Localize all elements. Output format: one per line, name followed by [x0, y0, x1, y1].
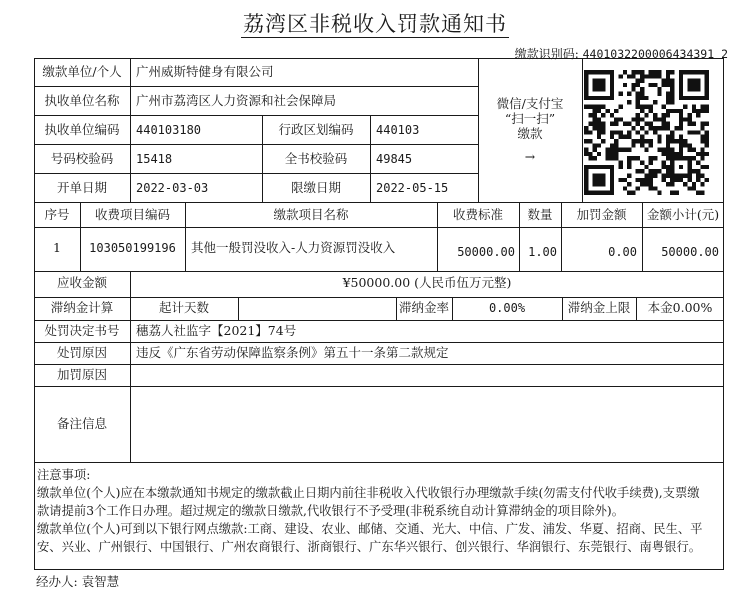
row-index: 1	[53, 240, 61, 255]
notes-section	[35, 466, 721, 556]
open-date-value: 2022-03-03	[136, 181, 209, 195]
payment-code: 4401032200006434391 2	[582, 47, 728, 61]
row-fee-standard: 50000.00	[457, 245, 515, 259]
extra-reason-label: 加罚原因	[56, 367, 107, 382]
payer-label: 缴款单位/个人	[42, 64, 122, 79]
scan-line-1: 微信/支付宝	[496, 96, 564, 111]
open-date-label: 开单日期	[56, 180, 107, 195]
deadline-label: 限缴日期	[290, 180, 341, 195]
collector-code-label: 执收单位编码	[44, 122, 120, 137]
collector-value: 广州市荔湾区人力资源和社会保障局	[136, 93, 337, 108]
row-subtotal: 50000.00	[661, 245, 719, 259]
notes-line-2: 款请提前3个工作日办理。超过规定的缴款日缴款,代收银行不予受理(非税系统自动计算滞纳金的项目除外)。	[37, 504, 624, 518]
row-extra-fine: 0.00	[608, 245, 637, 259]
amount-due-label: 应收金额	[56, 275, 107, 290]
notes-line-3: 缴款单位(个人)可到以下银行网点缴款:工商、建设、农业、邮储、交通、光大、中信、广发、浦发、华夏、招商、民生、平	[37, 522, 703, 536]
payer-value: 广州威斯特健身有限公司	[136, 64, 274, 79]
header-index: 序号	[44, 207, 70, 222]
full-check-label: 全书校验码	[284, 151, 348, 166]
notes-line-1: 缴款单位(个人)应在本缴款通知书规定的缴款截止日期内前往非税收入代收银行办理缴款手续(勿需支付代收手续费),支票缴	[37, 486, 700, 500]
payment-code-label: 缴款识别码:	[514, 47, 579, 61]
region-code-value: 440103	[376, 123, 420, 137]
start-days-label: 起计天数	[158, 300, 209, 315]
check-value: 15418	[136, 152, 173, 166]
header-item-code: 收费项目编码	[94, 207, 170, 222]
late-cap-label: 滞纳金上限	[567, 300, 631, 315]
remarks-label: 备注信息	[56, 416, 107, 431]
region-code-label: 行政区划编码	[278, 122, 354, 137]
notice-title: 荔湾区非税收入罚款通知书	[243, 12, 507, 36]
scan-instructions	[478, 96, 582, 164]
reason-label: 处罚原因	[56, 345, 107, 360]
header-item-name: 缴款项目名称	[273, 207, 349, 222]
late-fee-label: 滞纳金计算	[50, 300, 114, 315]
late-rate-value: 0.00%	[488, 301, 526, 315]
check-label: 号码校验码	[50, 151, 114, 166]
row-item-code: 103050199196	[89, 241, 176, 255]
late-rate-label: 滞纳金率	[398, 300, 449, 315]
decision-label: 处罚决定书号	[44, 323, 120, 338]
scan-line-2: “扫一扫”	[504, 111, 556, 126]
header-fee-standard: 收费标准	[452, 207, 503, 222]
qr-code-icon[interactable]	[584, 70, 709, 195]
decision-value: 穗荔人社监字【2021】74号	[136, 323, 297, 338]
notes-heading: 注意事项:	[37, 468, 91, 482]
handler-name: 经办人: 袁智慧	[36, 574, 120, 589]
deadline-value: 2022-05-15	[376, 181, 449, 195]
header-extra-fine: 加罚金额	[576, 207, 627, 222]
scan-line-3: 缴款	[517, 126, 543, 141]
collector-label: 执收单位名称	[44, 93, 120, 108]
arrow-icon: →	[524, 149, 536, 164]
notes-line-4: 安、兴业、广州银行、中国银行、广州农商银行、浙商银行、广东华兴银行、创兴银行、华润银行、东莞银行、南粤银行。	[37, 540, 702, 554]
header-quantity: 数量	[527, 207, 553, 222]
amount-due-value: ¥50000.00 (人民币伍万元整)	[342, 275, 512, 290]
collector-code-value: 440103180	[136, 123, 202, 137]
reason-value: 违反《广东省劳动保障监察条例》第五十一条第二款规定	[136, 345, 449, 360]
late-cap-value: 本金0.00%	[647, 300, 713, 315]
header-subtotal: 金额小计(元)	[646, 207, 720, 222]
row-quantity: 1.00	[528, 245, 557, 259]
full-check-value: 49845	[376, 152, 413, 166]
row-item-name: 其他一般罚没收入-人力资源罚没收入	[191, 240, 396, 255]
